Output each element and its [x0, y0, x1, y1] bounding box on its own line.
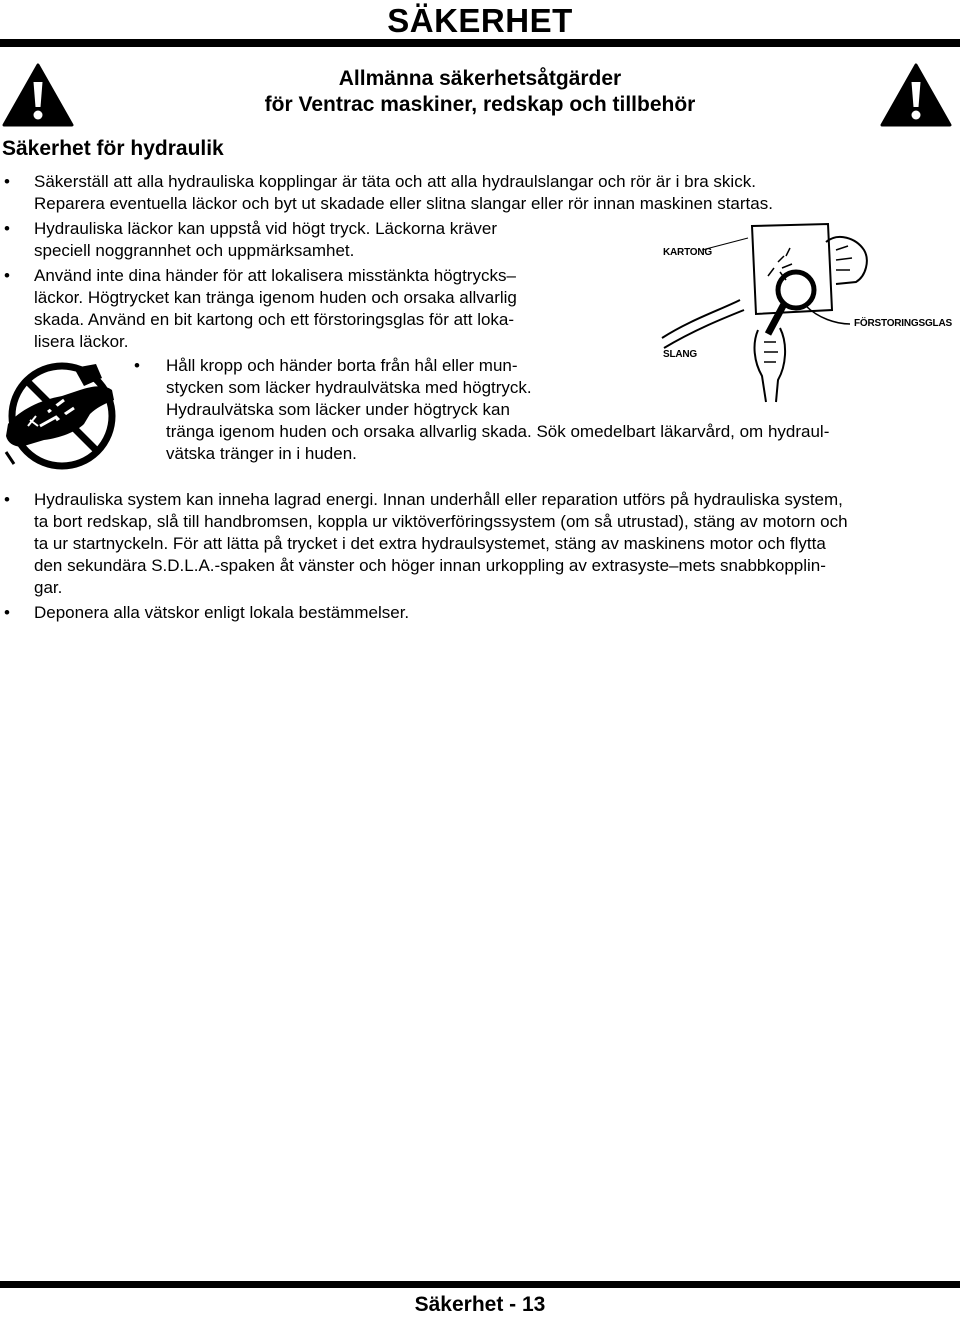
- bullet-5-line-5: gar.: [34, 578, 63, 597]
- page-number-footer: Säkerhet - 13: [414, 1293, 546, 1316]
- label-magnifier: FÖRSTORINGSGLAS: [854, 318, 952, 329]
- bullet-5-line-4: den sekundära S.D.L.A.-spaken åt vänster och höger innan urkoppling av extrasyste–mets snabbkopplin-: [34, 556, 826, 575]
- bullet-5-line-2: ta bort redskap, slå till handbromsen, koppla ur viktöverföringssystem (om så utrustad), stäng av motorn och: [34, 512, 848, 531]
- label-hose: SLANG: [663, 349, 698, 360]
- bullet-3-line-4: lisera läckor.: [34, 332, 129, 351]
- bullet-marker: •: [4, 266, 10, 285]
- bullet-4-line-3: Hydraulvätska som läcker under högtryck kan: [166, 400, 510, 419]
- bullet-1-line-2: Reparera eventuella läckor och byt ut skadade eller slitna slangar eller rör innan maskinen startas.: [34, 194, 773, 213]
- bullet-4-line-1: Håll kropp och händer borta från hål eller mun-: [166, 356, 518, 375]
- bullet-marker: •: [4, 172, 10, 191]
- bullet-3-line-1: Använd inte dina händer för att lokalisera misstänkta högtrycks–: [34, 266, 516, 285]
- bullet-5-line-3: ta ur startnyckeln. För att lätta på trycket i det extra hydraulsystemet, stäng av maskinens motor och flytta: [34, 534, 826, 553]
- bullet-4-line-5: vätska tränger in i huden.: [166, 444, 357, 463]
- bullet-4-line-4: tränga igenom huden och orsaka allvarlig skada. Sök omedelbart läkarvård, om hydraul-: [166, 422, 830, 441]
- page-title: SÄKERHET: [387, 2, 573, 39]
- subtitle-line-1: Allmänna säkerhetsåtgärder: [338, 67, 622, 90]
- bullet-3-line-2: läckor. Högtrycket kan tränga igenom huden och orsaka allvarlig: [34, 288, 517, 307]
- bullet-6-line-1: Deponera alla vätskor enligt lokala bestämmelser.: [34, 603, 410, 622]
- bullet-2-line-1: Hydrauliska läckor kan uppstå vid högt tryck. Läckorna kräver: [34, 219, 497, 238]
- label-cardboard: KARTONG: [663, 247, 712, 258]
- subtitle-line-2: för Ventrac maskiner, redskap och tillbehör: [264, 93, 696, 116]
- section-heading: Säkerhet för hydraulik: [2, 137, 224, 160]
- warning-triangle-icon-left: [2, 62, 74, 128]
- bullet-marker: •: [4, 603, 10, 622]
- no-hands-prohibition-icon: [0, 360, 130, 472]
- bullet-marker: •: [4, 219, 10, 238]
- bullet-3-line-3: skada. Använd en bit kartong och ett förstoringsglas för att loka-: [34, 310, 515, 329]
- page-subtitle: [150, 66, 810, 118]
- footer-rule: [0, 1281, 960, 1288]
- bullet-5-line-1: Hydrauliska system kan inneha lagrad energi. Innan underhåll eller reparation utförs på hydrauliska system,: [34, 490, 843, 509]
- title-rule: [0, 39, 960, 47]
- bullet-marker: •: [134, 356, 140, 375]
- bullet-2-line-2: speciell noggrannhet och uppmärksamhet.: [34, 241, 355, 260]
- warning-triangle-icon-right: [880, 62, 952, 128]
- bullet-4-line-2: stycken som läcker hydraulvätska med högtryck.: [166, 378, 532, 397]
- bullet-1-line-1: Säkerställ att alla hydrauliska kopplingar är täta och att alla hydraulslangar och rör är i bra skick.: [34, 172, 756, 191]
- bullet-marker: •: [4, 490, 10, 509]
